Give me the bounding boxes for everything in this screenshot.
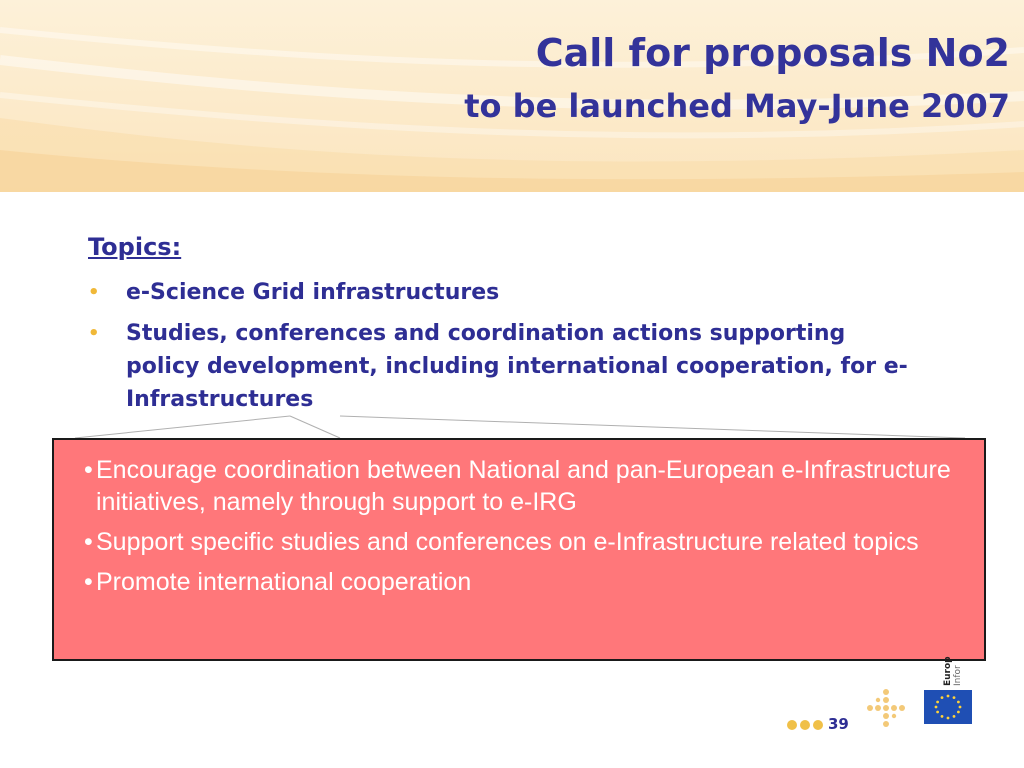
- logo-text-line-2: Infor: [953, 665, 963, 686]
- topic-item: [88, 317, 908, 416]
- bullet-icon: •: [84, 456, 93, 484]
- slide-subtitle: to be launched May-June 2007: [464, 87, 1010, 125]
- topic-item: [88, 276, 908, 309]
- three-dots-icon: [786, 718, 826, 732]
- page-number: 39: [828, 715, 849, 733]
- bullet-icon: •: [88, 323, 100, 344]
- callout-item: [84, 526, 964, 558]
- cross-dots-icon: [866, 688, 906, 728]
- callout-list: [54, 440, 984, 598]
- topics-heading: Topics:: [88, 233, 182, 261]
- topic-item-text: e-Science Grid infrastructures: [126, 280, 500, 305]
- topic-item-text: Studies, conferences and coordination actions supporting policy development, including international cooperation, for e-Infrastructures: [126, 321, 908, 412]
- bullet-icon: •: [88, 282, 100, 303]
- eu-flag-icon: [924, 648, 976, 728]
- callout-item-text: Encourage coordination between National and pan-European e-Infrastructure initiatives, namely through support to e-IRG: [96, 456, 951, 516]
- callout-item-text: Promote international cooperation: [96, 568, 472, 596]
- topic-list: [88, 276, 908, 424]
- slide-title: Call for proposals No2: [535, 31, 1010, 75]
- logo-text-line-1: Europ: [943, 656, 953, 686]
- bullet-icon: •: [84, 528, 93, 556]
- callout-item-text: Support specific studies and conferences on e-Infrastructure related topics: [96, 528, 919, 556]
- callout-item: [84, 454, 964, 518]
- callout-box: [52, 438, 986, 661]
- callout-item: [84, 566, 964, 598]
- bullet-icon: •: [84, 568, 93, 596]
